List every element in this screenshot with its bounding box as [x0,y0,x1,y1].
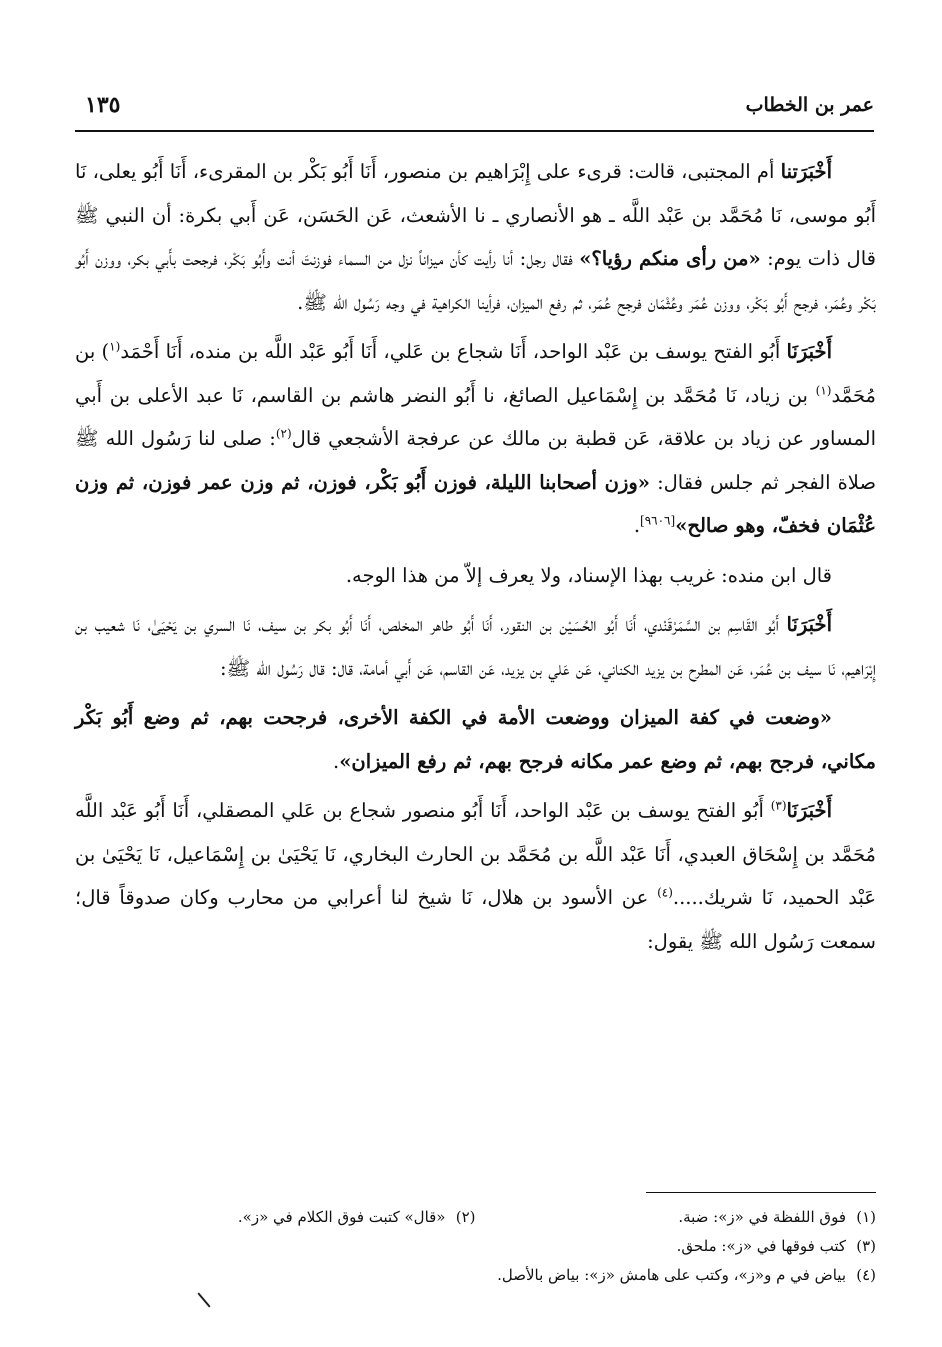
running-title: عمر بن الخطاب [745,94,874,116]
hadith-quote: «من رأى منكم رؤيا؟» [579,247,761,270]
paragraph-5 [75,696,876,783]
footnote-row [75,1203,876,1232]
footnote-marker[interactable]: (١) [815,383,832,397]
page-header [75,94,874,132]
reference-number: [٩٦٠٦] [640,513,676,528]
isnad-lead: أَخْبَرَنَا [786,613,832,636]
paragraph-text: : صلى لنا رَسُول الله ﷺ صلاة الفجر ثم جلس فقال: [75,427,876,494]
paragraph-text: فقال رجل: أنا رأيت كأن ميزاناً نزل من السماء فوزنتَ أنت وأَبُو بَكْر، فرجحت بأَبي بكر، ووزن أَبُو بَكْر وعُمَر، فرجح أَبُو بَكْر، ووزن عُمَر وعُثْمَان فرجح عُمَر، ثم رفع الميزان، فرأينا الكراهية في وجه رَسُول الله ﷺ. [75,247,876,314]
footnote-number: (٤) [856,1266,876,1284]
paragraph-end: . [332,749,340,773]
isnad-lead: أَخْبَرَنَا [786,340,833,363]
paragraph-text: أَبُو الفتح يوسف بن عَبْد الواحد، أَنَا أَبُو منصور شجاع بن عَلي المصقلي، أَنَا أَبُو عَبْد اللَّه مُحَمَّد بن إِسْحَاق العبدي، أَنَا عَبْد اللَّه بن مُحَمَّد بن الحارث البخاري، نَا يَحْيَىٰ بن إِسْمَاعيل، نَا يَحْيَىٰ بن عَبْد الحميد، نَا شريك..... [75,799,876,909]
page-number: ١٣٥ [85,92,121,118]
footnote-row [75,1232,876,1261]
main-text [75,150,876,969]
paragraph-text: أَبُو الفتح يوسف بن عَبْد الواحد، أَنَا شجاع بن عَلي، أَنَا أَبُو عَبْد اللَّه بن منده، أَنَا أَحْمَد [120,340,787,363]
hadith-quote: «وضعت في كفة الميزان ووضعت الأمة في الكفة الأخرى، فرجحت بهم، ثم وضع أَبُو بَكْر مكاني، فرجح بهم، ثم وضع عمر مكانه فرجح بهم، ثم رفع الميزان» [75,706,876,773]
footnote-text: كتب فوقها في «ز»: ملحق. [676,1237,846,1255]
footnote-4 [75,1261,876,1290]
paragraph-3 [75,554,876,598]
footnote-number: (١) [856,1208,876,1226]
paragraph-text: قال ابن منده: غريب بهذا الإسناد، ولا يعرف إلاّ من هذا الوجه. [345,563,832,587]
footnote-marker[interactable]: (١ [109,339,121,354]
paragraph-text: عن الأسود بن هلال، نَا شيخ لنا أعرابي من محارب وكان صدوقاً قال؛ سمعت رَسُول الله ﷺ يقول: [75,886,876,953]
footnote-2 [75,1203,476,1232]
isnad-lead: أَخْبَرَتنا [780,160,832,183]
paragraph-text: أم المجتبى، قالت: قرىء على إِبْرَاهيم بن منصور، أَنَا أَبُو بَكْر بن المقرىء، أَنَا أَبُو يعلى، نَا أَبُو موسى، نَا مُحَمَّد بن عَبْد اللَّه ـ هو الأنصاري ـ نا الأشعث، عَن الحَسَن، عَن أَبي بكرة: أن النبي ﷺ قال ذات يوم: [75,160,876,270]
footnote-marker[interactable]: (٣) [770,798,787,813]
footnotes [75,1203,876,1290]
footnote-1 [476,1203,877,1232]
paragraph-end: . [633,514,641,537]
paragraph-2 [75,330,876,548]
footnote-row [75,1261,876,1290]
footnote-number: (٢) [455,1208,476,1226]
footnote-text: «قال» كتبت فوق الكلام في «ز». [237,1208,446,1226]
footnote-marker[interactable]: (٤) [657,885,673,900]
paragraph-text: أَبُو القَاسِم بن السَّمَرْقَنْدي، أَنَا أَبُو الحُسَيْن بن النقور، أَنَا أَبُو طاهر المخلص، أَنَا أَبُو بكر بن سيف، نَا السري بن يَحْيَىٰ، نَا شعيب بن إِبْرَاهيم، نَا سيف بن عُمَر، عَن المطرح بن يزيد الكناني، عَن عَلي بن يزيد، عَن القاسم، عَن أَبي أمامة، قال: قال رَسُول الله ﷺ: [75,613,876,680]
hadith-quote: «وزن أصحابنا الليلة، فوزن أَبُو بَكْر، فوزن، ثم وزن عمر فوزن، ثم وزن عُثْمَان فخفّ، وهو صالح» [75,470,876,537]
paragraph-6 [75,789,876,963]
footnote-text: بياض في م و«ز»، وكتب على هامش «ز»: بياض بالأصل. [497,1266,846,1284]
stray-pen-mark [197,1292,210,1307]
paragraph-text: بن زياد، نَا مُحَمَّد بن إِسْمَاعيل الصائغ، نا أَبُو النضر هاشم بن القاسم، نَا عبد الأعلى بن أَبي المساور عن زياد بن علاقة، عَن قطبة بن مالك عن عرفجة الأشجعي قال [75,383,876,450]
footnote-3 [75,1232,876,1261]
paragraph-4 [75,603,876,690]
isnad-lead: أَخْبَرَنَا [786,799,832,822]
footnote-text: فوق اللفظة في «ز»: ضبة. [678,1208,846,1226]
footnote-number: (٣) [856,1237,876,1255]
paragraph-1 [75,150,876,324]
footnote-divider [646,1192,876,1193]
paragraph-text: ) بن مُحَمَّد [75,340,876,407]
footnote-marker[interactable]: (٢) [275,426,292,441]
